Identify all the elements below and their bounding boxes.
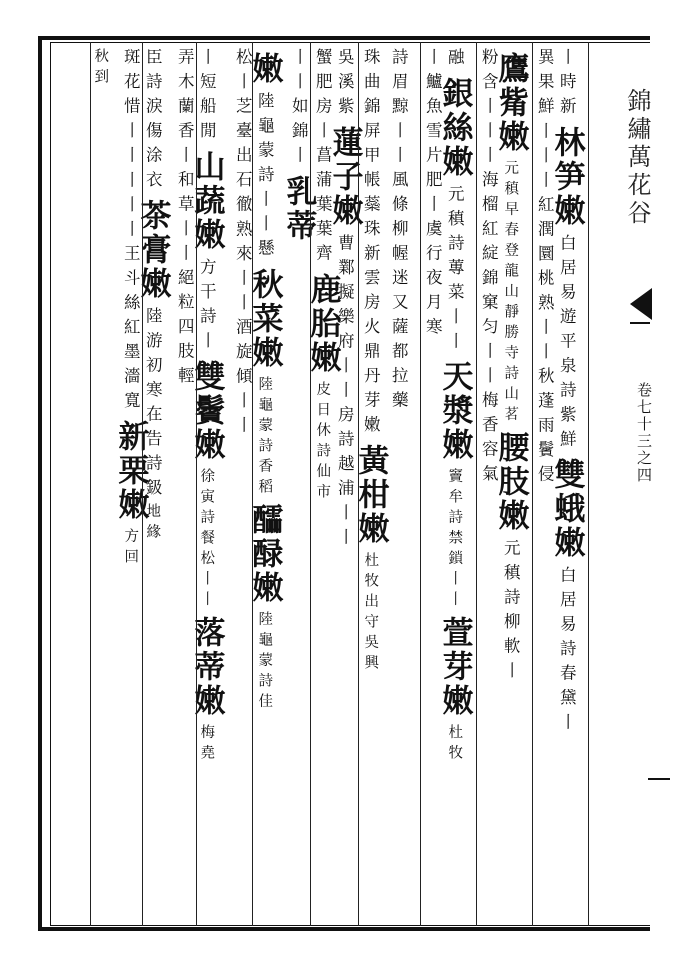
- annotation: 陸龜蒙詩香稻: [256, 375, 273, 499]
- annotation: 酒旋傾丨丨: [233, 317, 253, 440]
- annotation: 吳溪紫: [335, 48, 355, 122]
- annotation: 融: [445, 48, 465, 73]
- annotation: 杜牧出守吳興: [362, 552, 379, 675]
- volume-label: 卷七十三之四: [635, 382, 653, 484]
- headword: 天漿嫩: [436, 360, 473, 462]
- annotation: 弄木蘭香: [175, 48, 195, 146]
- headword: 鹿胎嫩: [304, 272, 341, 375]
- annotation: 白居易詩春黛丨: [557, 566, 577, 738]
- book-title: 錦繡萬花谷: [623, 88, 651, 228]
- headword: 鷹觜嫩: [492, 52, 529, 154]
- headword: 乳蒂: [280, 174, 317, 243]
- annotation: 丨丨如錦丨: [289, 48, 309, 171]
- headword: 秋菜嫩: [246, 267, 283, 370]
- headword: 落蒂嫩: [188, 615, 225, 718]
- annotation: 陸游初寒在告詩鈒: [143, 307, 163, 503]
- annotation: 徐寅詩餐松丨丨: [198, 468, 215, 612]
- annotation: 房丨菖蒲葉葉齊: [313, 97, 333, 269]
- annotation: 松丨芝臺出石徹: [233, 48, 253, 220]
- headword: 銀絲嫩: [436, 76, 473, 179]
- annotation: 方回: [122, 527, 139, 569]
- annotation: 詩眉黥丨丨風條柳幄迷又薩都拉藥: [389, 48, 409, 416]
- column-rule: [142, 42, 143, 926]
- headword: 腰肢嫩: [492, 430, 529, 533]
- annotation: 陸龜蒙詩丨丨懸: [255, 92, 275, 264]
- annotation: 蟹肥: [313, 48, 333, 97]
- margin-tick: [648, 778, 670, 780]
- column-rule: [588, 42, 589, 926]
- headword: 嫩: [246, 52, 283, 86]
- annotation: 丨虞行夜月寒: [423, 195, 443, 342]
- column-rule: [252, 42, 253, 926]
- annotation: 地緣: [144, 503, 161, 544]
- annotation: 元稹詩蓴菜丨丨: [445, 184, 465, 356]
- annotation: 臣詩淚傷涂衣: [143, 48, 163, 195]
- annotation: 丨丨丨王斗絲紅墨濇寬: [121, 170, 141, 416]
- annotation: 珠曲錦屏甲帳蘂珠新雲房火鼎丹芽嫩: [361, 48, 381, 440]
- annotation: 熟來丨丨: [233, 219, 253, 318]
- column-rule: [420, 42, 421, 926]
- annotation: 陸龜蒙詩佳: [256, 610, 273, 713]
- annotation: 粉含丨丨丨海榴紅綻錦窠匀: [479, 48, 499, 342]
- column-rule: [476, 42, 477, 926]
- annotation: 杜牧: [446, 723, 463, 765]
- annotation: 竇牟詩禁鎖丨丨: [446, 468, 463, 612]
- column-rule: [90, 42, 91, 926]
- annotation: 丨丨丨紅潤圜桃熟: [535, 121, 555, 318]
- annotation: 丨絕粒四肢輕: [175, 244, 195, 391]
- column-rule: [532, 42, 533, 926]
- fishtail-mark: [630, 288, 652, 320]
- annotation: 梅堯: [198, 723, 215, 765]
- fishtail-rule: [630, 322, 650, 324]
- column-rule: [358, 42, 359, 926]
- annotation: 白居易遊平泉詩紫鮮: [557, 233, 577, 454]
- annotation: 丨丨梅香容氣: [479, 342, 499, 489]
- annotation: 丨短船閒: [197, 48, 217, 146]
- headword: 林笋嫩: [548, 125, 585, 228]
- annotation: 曹鄴擬樂府丨丨房: [335, 233, 355, 430]
- annotation: 丨和草丨: [175, 146, 195, 244]
- annotation: 方干詩丨: [197, 258, 217, 356]
- text-column-18: [78, 48, 122, 926]
- annotation: 丨丨秋蓬雨鬢侵: [535, 317, 555, 489]
- headword: 醽醁嫩: [246, 502, 283, 605]
- annotation: 皮日休詩仙市: [314, 380, 331, 504]
- headword: 蓮子嫩: [326, 125, 363, 228]
- headword: 山蔬嫩: [188, 150, 225, 252]
- headword: 雙蛾嫩: [548, 458, 585, 560]
- annotation: 秋到: [92, 48, 109, 89]
- annotation: 元稹早春登龍山靜勝寺詩山茗: [502, 160, 519, 427]
- annotation: 丨鱸魚雪片肥: [423, 48, 443, 195]
- annotation: 斑花惜丨丨: [121, 48, 141, 171]
- headword: 新栗嫩: [112, 419, 149, 522]
- annotation: 異果鮮: [535, 48, 555, 122]
- headword: 茶膏嫩: [134, 199, 171, 301]
- column-rule: [310, 42, 311, 926]
- annotation: 丨時新: [557, 48, 577, 122]
- column-rule: [196, 42, 197, 926]
- annotation: 詩越浦丨丨: [335, 429, 355, 552]
- headword: 萱芽嫩: [436, 615, 473, 718]
- headword: 黃柑嫩: [352, 444, 389, 546]
- headword: 雙鬢嫩: [188, 360, 225, 462]
- annotation: 元稹詩柳軟丨: [501, 538, 521, 686]
